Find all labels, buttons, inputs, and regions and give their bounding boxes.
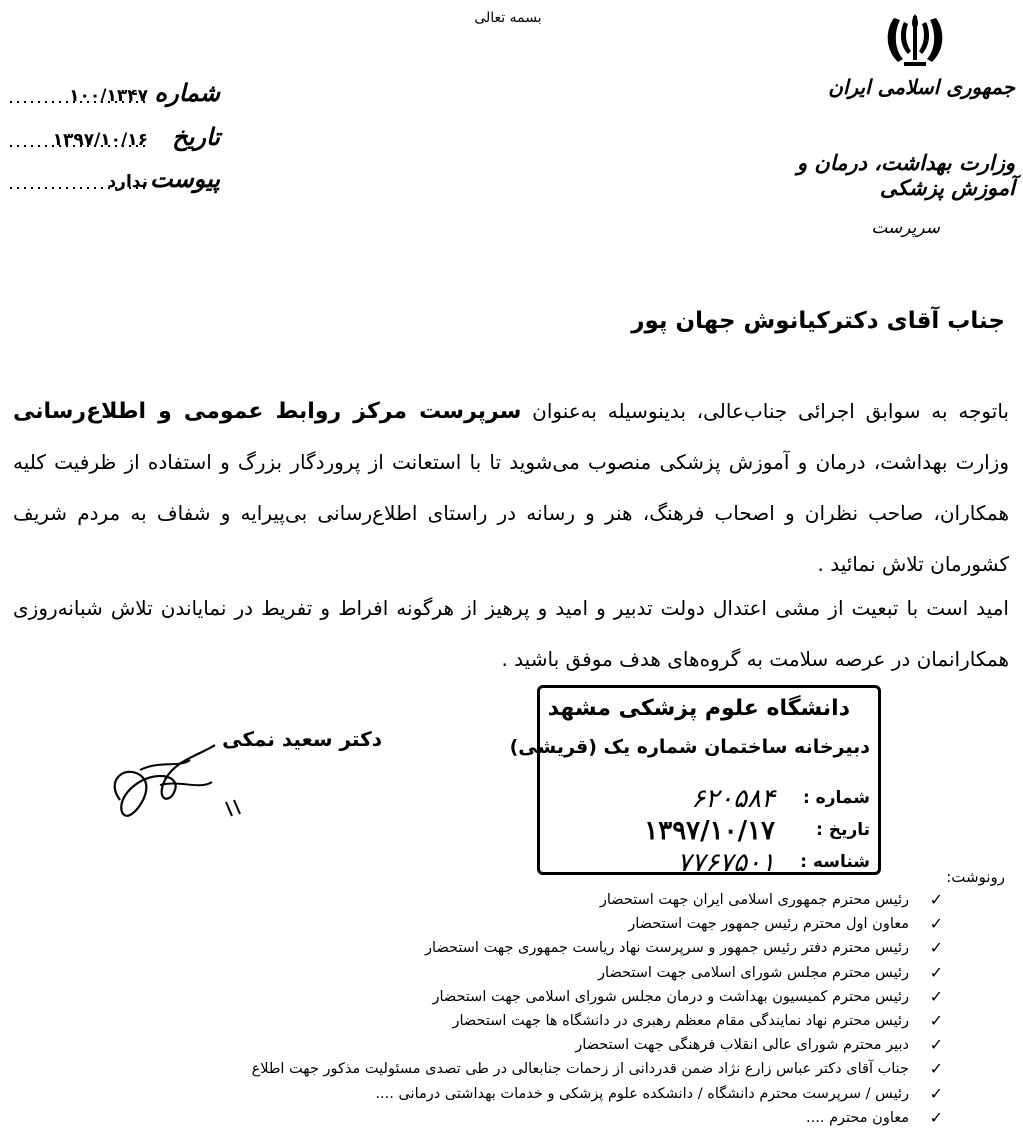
check-icon: ✓: [929, 1035, 943, 1055]
letter-number-label: شماره: [154, 78, 220, 107]
cc-item: [63, 912, 943, 936]
stamp-date-row: [548, 816, 870, 848]
cc-item: [63, 1057, 943, 1081]
stamp-number-row: [548, 784, 870, 816]
stamp-university: دانشگاه علوم پزشکی مشهد: [547, 696, 850, 721]
check-icon: ✓: [929, 1107, 943, 1127]
letter-date-value: ۱۳۹۷/۱۰/۱۶: [52, 130, 148, 150]
check-icon: ✓: [929, 914, 943, 934]
check-icon: ✓: [929, 938, 943, 958]
sarparast-label: سرپرست: [871, 218, 940, 238]
cc-item: [63, 1033, 943, 1057]
cc-item-text: رئیس / سرپرست محترم دانشگاه / دانشکده علوم پزشکی و خدمات بهداشتی درمانی ....: [375, 1085, 909, 1102]
cc-item: [63, 1009, 943, 1033]
check-icon: ✓: [929, 1010, 943, 1030]
stamp-date-label: تاریخ :: [816, 820, 870, 840]
cc-item-text: معاون محترم ....: [806, 1109, 909, 1126]
cc-item-text: رئیس محترم مجلس شورای اسلامی جهت استحضار: [598, 964, 909, 981]
cc-item: [63, 961, 943, 985]
meta-dot-leaders: [0, 0, 160, 200]
check-icon: ✓: [929, 1083, 943, 1103]
stamp-date-value: ۱۳۹۷/۱۰/۱۷: [644, 816, 775, 846]
stamp-number-label: شماره :: [802, 788, 870, 808]
handwritten-signature: [100, 730, 250, 830]
check-icon: ✓: [929, 986, 943, 1006]
cc-item: [63, 1106, 943, 1130]
cc-item-text: جناب آقای دکتر عباس زارع نژاد ضمن قدردانی از زحمات جنابعالی در طی تصدی مسئولیت مذکور جهت اطلاع: [251, 1061, 909, 1078]
check-icon: ✓: [929, 962, 943, 982]
cc-item: [63, 985, 943, 1009]
letter-attachment-label: پیوست: [150, 164, 220, 193]
stamp-id-label: شناسه :: [800, 852, 870, 872]
cc-item: [63, 1082, 943, 1106]
cc-item: [63, 888, 943, 912]
letter-date-label: تاریخ: [172, 122, 220, 151]
salutation: جناب آقای دکترکیانوش جهان پور: [631, 308, 1005, 334]
letter-attachment-value: ندارد: [107, 172, 148, 192]
stamp-id-row: [548, 848, 870, 880]
ministry-line-country: جمهوری اسلامی ایران: [828, 75, 1015, 99]
cc-title: رونوشت:: [946, 868, 1005, 886]
signer-name: دکتر سعید نمکی: [222, 727, 382, 751]
ministry-line-name: وزارت بهداشت، درمان و آموزش پزشکی: [796, 150, 1015, 200]
stamp-id-value: ۷۷۶۷۵۰۱: [677, 848, 775, 878]
letter-paragraph-1: [13, 386, 1009, 590]
cc-item: [63, 936, 943, 960]
cc-item-text: معاون اول محترم رئیس جمهور جهت استحضار: [628, 916, 909, 933]
stamp-office: دبیرخانه ساختمان شماره یک (قریشی): [509, 736, 870, 758]
appointed-position: سرپرست مرکز روابط عمومی و اطلاع‌رسانی: [13, 399, 522, 424]
cc-item-text: رئیس محترم کمیسیون بهداشت و درمان مجلس شورای اسلامی جهت استحضار: [432, 988, 909, 1005]
check-icon: ✓: [929, 1059, 943, 1079]
iran-emblem-icon: [880, 10, 950, 72]
cc-item-text: رئیس محترم دفتر رئیس جمهور و سرپرست نهاد ریاست جمهوری جهت استحضار: [425, 940, 909, 957]
cc-item-text: رئیس محترم نهاد نمایندگی مقام معظم رهبری در دانشگاه ها جهت استحضار: [452, 1012, 909, 1029]
letter-paragraph-2: امید است با تبعیت از مشی اعتدال دولت تدبیر و امید و پرهیز از هرگونه افراط و تفریط در نمایاندن تلاش شبانه‌روزی همکارانمان در عرصه سلامت به گروه‌های هدف موفق باشید .: [13, 596, 1009, 671]
basmala: بسمه تعالی: [474, 10, 542, 26]
paragraph-1-rest: وزارت بهداشت، درمان و آموزش پزشکی منصوب می‌شوید تا با استعانت از پروردگار بزرگ و استفاده از ظرفیت کلیه همکاران، صاحب نظران و اصحاب فرهنگ، هنر و رسانه در راستای اطلاع‌رسانی بی‌پیرایه و شفاف به مردم شریف کشورمان تلاش نمائید .: [13, 450, 1009, 576]
cc-item-text: رئیس محترم جمهوری اسلامی ایران جهت استحضار: [599, 892, 909, 908]
cc-list: [63, 888, 943, 1130]
check-icon: ✓: [929, 890, 943, 909]
registration-stamp: [509, 685, 881, 878]
cc-item-text: دبیر محترم شورای عالی انقلاب فرهنگی جهت استحضار: [575, 1037, 909, 1054]
stamp-number-value: ۶۲۰۵۸۴: [691, 784, 775, 814]
paragraph-1-intro: باتوجه به سوابق اجرائی جناب‌عالی، بدینوسیله به‌عنوان: [521, 399, 1009, 423]
letter-number-value: ۱۰۰/۱۳۴۷: [69, 86, 148, 106]
